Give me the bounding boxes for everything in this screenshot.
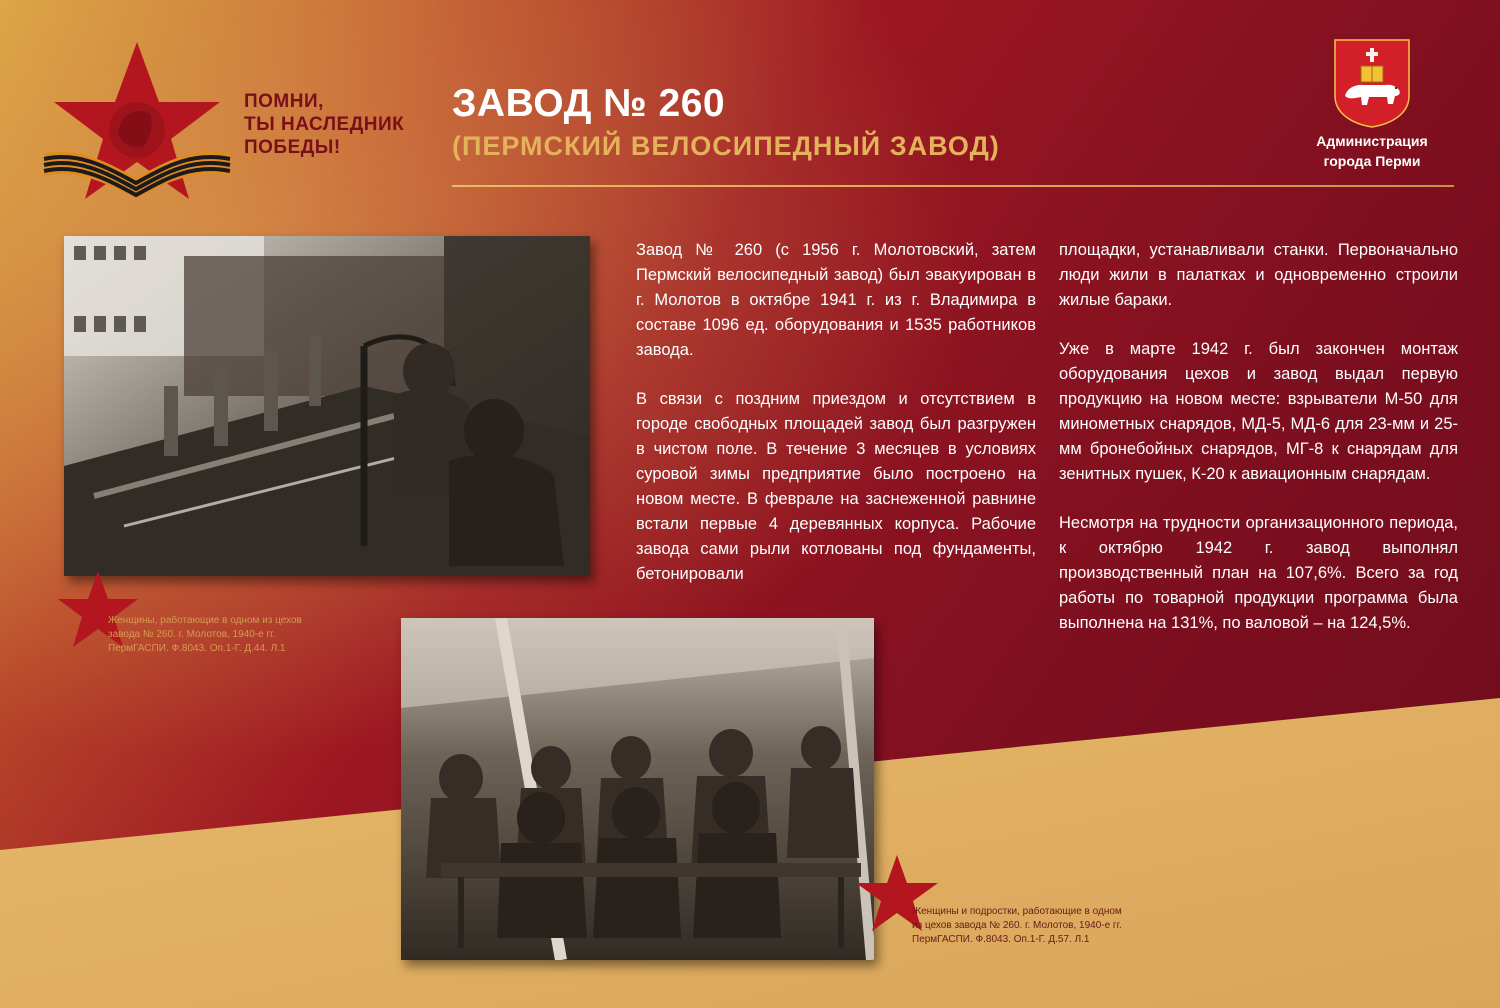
victory-star-emblem [40, 38, 240, 203]
caption-line: ПермГАСПИ. Ф.8043. Оп.1-Г. Д.57. Л.1 [912, 934, 1090, 945]
photo-caption-2 [912, 905, 1212, 947]
slogan-line: ПОБЕДЫ! [244, 137, 341, 158]
paragraph: Завод № 260 (с 1956 г. Молотовский, затем Пермский велосипедный завод) был эвакуирован в г. Молотов в октябре 1941 г. из г. Владимира в составе 1096 ед. оборудования и 1535 работников завода. [636, 241, 1036, 359]
administration-label [1296, 131, 1448, 171]
paragraph: площадки, устанавливали станки. Первоначально люди жили в палатках и одновременно строили жилые бараки. [1059, 241, 1458, 309]
admin-line: города Перми [1323, 153, 1421, 169]
title-divider [452, 185, 1454, 187]
workshop-photo-1 [64, 236, 590, 576]
photo-caption-1 [108, 614, 368, 656]
page-title: ЗАВОД № 260 [452, 82, 726, 125]
perm-coat-of-arms-icon [1333, 38, 1411, 128]
paragraph: В связи с поздним приездом и отсутствием в городе свободных площадей завод был разгружен в чистом поле. В течение 3 месяцев в условиях суровой зимы предприятие было построено на новом месте. В феврале на заснеженной равнине встали первые 4 деревянных корпуса. Рабочие завода сами рыли котлованы под фундаменты, бетонировали [636, 390, 1036, 583]
caption-line: Женщины, работающие в одном из цехов [108, 615, 302, 626]
title-block [452, 82, 1000, 162]
paragraph: Несмотря на трудности организационного периода, к октябрю 1942 г. завод выполнял производственный план на 107,6%. Всего за год работы по товарной продукции программа была выполнена на 131%, по валовой – на 124,5%. [1059, 514, 1458, 632]
caption-line: Женщины и подростки, работающие в одном [912, 906, 1122, 917]
slogan-line: ПОМНИ, [244, 91, 324, 112]
text-column-1 [636, 238, 1036, 611]
caption-line: завода № 260. г. Молотов, 1940-е гг. [108, 629, 276, 640]
caption-line: из цехов завода № 260. г. Молотов, 1940-е гг. [912, 920, 1122, 931]
page-subtitle: (ПЕРМСКИЙ ВЕЛОСИПЕДНЫЙ ЗАВОД) [452, 131, 1000, 161]
text-column-2 [1059, 238, 1458, 660]
gospel-icon [1361, 66, 1383, 82]
paragraph: Уже в марте 1942 г. был закончен монтаж оборудования цехов и завод выдал первую продукцию на новом месте: взрыватели М-50 для минометных снарядов, МД-5, МД-6 для 23-мм и 25-мм бронебойных снарядов, МГ-8 к снарядам для зенитных пушек, К-20 к авиационным снарядам. [1059, 340, 1458, 483]
admin-line: Администрация [1316, 133, 1428, 149]
slogan-line: ТЫ НАСЛЕДНИК [244, 114, 405, 135]
caption-line: ПермГАСПИ. Ф.8043. Оп.1-Г. Д.44. Л.1 [108, 643, 286, 654]
slogan [244, 90, 404, 159]
workshop-photo-2 [401, 618, 874, 960]
